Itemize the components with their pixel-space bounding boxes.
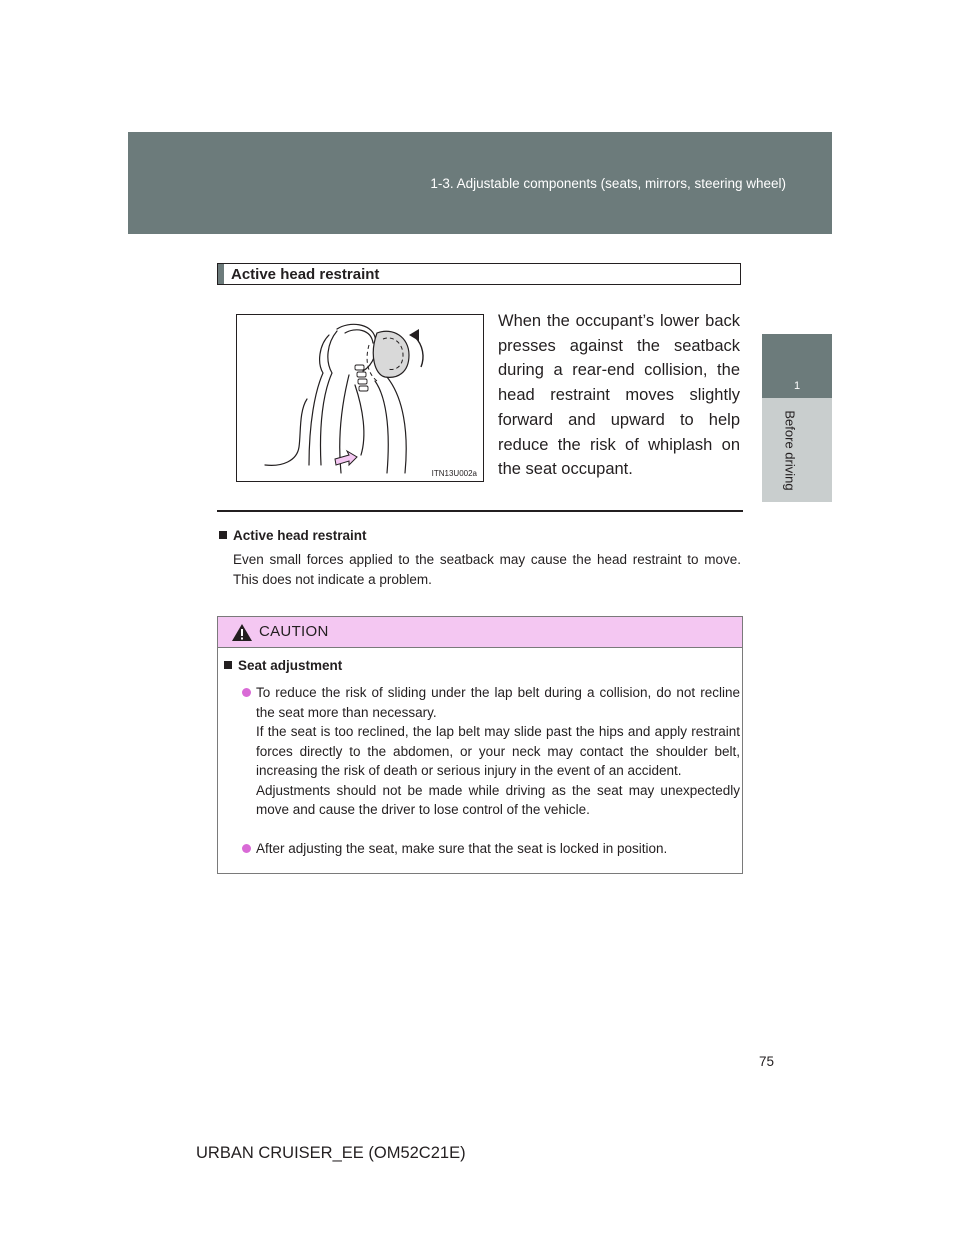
- warning-triangle-icon: [231, 623, 253, 642]
- movement-arrow: [415, 337, 423, 367]
- head-outline: [337, 324, 376, 371]
- section-description: When the occupant’s lower back presses against the seatback during a rear-end collision, the head restraint moves slightly forward and upward to help reduce the risk of whiplash on the seat occupant.: [498, 312, 740, 479]
- head-restraint-illustration: [236, 314, 484, 482]
- caution-bullet-1-paragraph-1: To reduce the risk of sliding under the lap belt during a collision, do not recline the seat more than necessary.: [256, 685, 740, 720]
- footer-model: URBAN CRUISER_EE (OM52C21E): [196, 1144, 466, 1162]
- circle-bullet-icon: [242, 844, 251, 853]
- chapter-label-text: Before driving: [782, 409, 798, 491]
- caution-subtitle: [224, 658, 342, 673]
- circle-bullet-icon: [242, 688, 251, 697]
- note-title: [219, 528, 367, 543]
- square-bullet-icon: [224, 661, 232, 669]
- section-title-bar: [217, 263, 741, 285]
- head-restraint: [367, 331, 409, 381]
- caution-label: CAUTION: [259, 623, 329, 640]
- caution-subtitle-text: Seat adjustment: [238, 658, 343, 673]
- note-body: Even small forces applied to the seatback may cause the head restraint to move. This does not indicate a problem.: [233, 552, 741, 587]
- caution-bullet-1: [226, 683, 740, 820]
- note-title-text: Active head restraint: [233, 528, 367, 543]
- header-band: [128, 132, 832, 234]
- caution-header: [218, 617, 742, 648]
- header-section-title: 1-3. Adjustable components (seats, mirrors, steering wheel): [430, 176, 786, 191]
- body-outline-back: [309, 335, 329, 465]
- pressure-arrow: [335, 451, 357, 465]
- seatback-front: [375, 381, 388, 473]
- page-number: 75: [758, 1054, 774, 1069]
- caution-bullet-2: [226, 839, 740, 859]
- floor-line: [265, 399, 307, 465]
- chapter-tab: [762, 334, 832, 398]
- chapter-number: 1: [793, 380, 801, 392]
- chapter-label: [740, 400, 840, 500]
- section-title-accent: [218, 264, 224, 284]
- caution-bullet-2-text: After adjusting the seat, make sure that the seat is locked in position.: [256, 841, 668, 856]
- section-title: Active head restraint: [231, 266, 380, 283]
- caution-box: [217, 616, 743, 874]
- seat-occupant-drawing: [237, 315, 483, 481]
- square-bullet-icon: [219, 531, 227, 539]
- section-divider: [217, 510, 743, 512]
- caution-bullet-1-paragraph-3: Adjustments should not be made while driving as the seat may unexpectedly move and cause the driver to lose control of the vehicle.: [256, 782, 740, 817]
- seatback-rear: [387, 377, 406, 473]
- caution-bullet-1-paragraph-2: If the seat is too reclined, the lap belt may slide past the hips and apply restraint forces directly to the abdomen, or your neck may contact the shoulder belt, increasing the risk of death or serious injury in the event of an accident.: [256, 724, 740, 778]
- figure-code: ITN13U002a: [431, 469, 477, 478]
